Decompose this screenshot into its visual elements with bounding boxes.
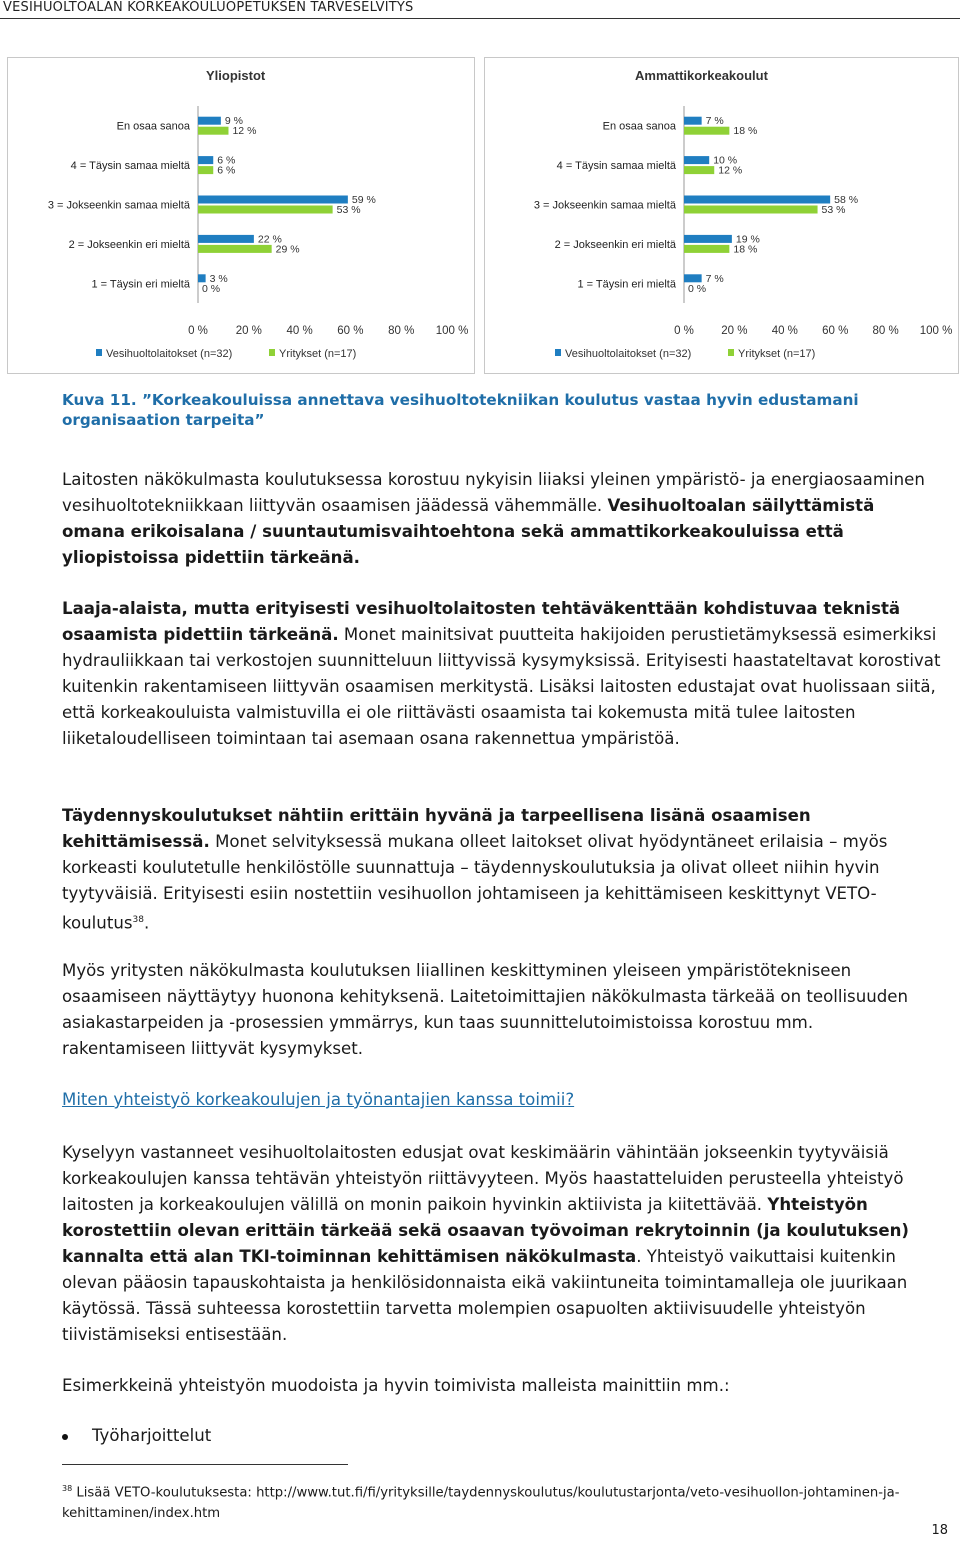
bar (198, 235, 254, 243)
paragraph-3-text: Monet selvityksessä mukana olleet laitokset olivat hyödyntäneet erilaisia – myös korkeasti koulutetulle henkilöstölle suunnattuja – täydennyskoulutuksia ja olivat olleet niihin hyvin tyytyväisiä. Erityisesti esiin nostettiin vesihuollon johtamiseen ja kehittämiseen keskittynyt VETO-koulutus (62, 832, 888, 933)
chart-title: Yliopistot (206, 68, 266, 83)
data-label: 12 % (232, 125, 257, 138)
legend-label: Yritykset (n=17) (279, 348, 357, 360)
data-label: 29 % (275, 243, 300, 256)
paragraph-1-text: Laitosten näkökulmasta koulutuksessa korostuu nykyisin liiaksi yleinen ympäristö- ja energiaosaaminen vesihuoltotekniikkaan liittyvän osaamisen jäädessä vähemmälle. (62, 470, 925, 515)
legend-label: Yritykset (n=17) (738, 348, 816, 360)
paragraph-4: Myös yritysten näkökulmasta koulutuksen liiallinen keskittyminen yleiseen ympäristötekniseen osaamiseen näyttäytyy huonona kehityksenä. Laitetoimittajien näkökulmasta tärkeää on teollisuuden asiakastarpeiden ja -prosessien ymmärrys, kun taas suunnittelutoimistoissa korostuu mm. rakentamiseen liittyvät kysymykset. (62, 961, 908, 1058)
legend-swatch (555, 349, 561, 356)
paragraph-5 (62, 1140, 942, 1348)
data-label: 9 % (224, 115, 243, 128)
category-label: 4 = Täysin samaa mieltä (70, 160, 190, 173)
page-number: 18 (931, 1523, 948, 1538)
bullet-dot-icon (62, 1434, 68, 1440)
legend-label: Vesihuoltolaitokset (n=32) (565, 348, 692, 360)
data-label: 10 % (713, 154, 738, 167)
section-heading[interactable] (62, 1087, 942, 1113)
bar (198, 206, 333, 214)
paragraph-1 (62, 467, 942, 571)
paragraph-2 (62, 596, 942, 752)
data-label: 59 % (351, 194, 376, 206)
bar (198, 166, 213, 174)
chart-yliopistot-svg (8, 58, 474, 373)
x-tick-label: 100 % (919, 325, 953, 337)
category-label: 3 = Jokseenkin samaa mieltä (533, 199, 676, 212)
bar (684, 245, 729, 253)
category-label: 1 = Täysin eri mieltä (577, 278, 676, 291)
x-tick-label: 80 % (388, 325, 415, 337)
paragraph-3-end: . (143, 913, 150, 933)
footnote (62, 1478, 932, 1524)
bullet-text: Työharjoittelut (92, 1426, 212, 1445)
data-label: 7 % (705, 272, 724, 285)
running-header: VESIHUOLTOALAN KORKEAKOULUOPETUKSEN TARVESELVITYS (3, 0, 414, 15)
footnote-ref[interactable]: 38 (132, 915, 144, 925)
footnote-divider (62, 1464, 348, 1465)
x-tick-label: 0 % (674, 325, 694, 337)
figure-caption: Kuva 11. ”Korkeakouluissa annettava vesihuoltotekniikan koulutus vastaa hyvin edustamani organisaation tarpeita” (62, 391, 859, 429)
x-tick-label: 60 % (337, 325, 364, 337)
data-label: 22 % (257, 233, 282, 246)
paragraph-2-bold: Laaja-alaista, mutta erityisesti vesihuoltolaitosten tehtäväkenttään kohdistuvaa teknistä osaamista pidettiin tärkeänä. (62, 599, 901, 644)
data-label: 6 % (217, 154, 236, 167)
paragraph-6: Esimerkkeinä yhteistyön muodoista ja hyvin toimivista malleista mainittiin mm.: (62, 1376, 730, 1395)
category-label: 3 = Jokseenkin samaa mieltä (47, 199, 190, 212)
data-label: 7 % (705, 115, 724, 128)
x-tick-label: 40 % (286, 325, 313, 337)
section-heading-link[interactable]: Miten yhteistyö korkeakoulujen ja työnantajien kanssa toimii? (62, 1090, 575, 1109)
bar (198, 156, 213, 164)
data-label: 18 % (733, 243, 758, 256)
category-label: En osaa sanoa (116, 120, 190, 133)
bar (684, 235, 732, 243)
legend-swatch (96, 349, 102, 356)
chart-title: Ammattikorkeakoulut (635, 68, 768, 83)
category-label: 4 = Täysin samaa mieltä (556, 160, 676, 173)
data-label: 53 % (821, 204, 846, 216)
data-label: 0 % (202, 282, 221, 295)
paragraph-5-bold: Yhteistyön korostettiin olevan erittäin tärkeää sekä osaavan työvoiman rekrytoinnin (ja koulutuksen) kannalta että alan TKI-toiminnan kehittämisen näkökulmasta (62, 1195, 910, 1266)
bar (198, 196, 348, 204)
data-label: 0 % (688, 282, 707, 295)
paragraph-1-bold: Vesihuoltoalan säilyttämistä omana erikoisalana / suuntautumisvaihtoehtona sekä ammattikorkeakouluissa että yliopistoissa pidettiin tärkeänä. (62, 496, 875, 567)
paragraph-5-text: Kyselyyn vastanneet vesihuoltolaitosten edusjat ovat keskimäärin vähintään jokseenkin tyytyväisiä korkeakoulujen kanssa tehtävän yhteistyön riittävyyteen. Myös haastatteluiden perusteella yhteistyö laitosten ja korkeakoulujen välillä on monin paikoin hyvinkin aktiivista ja kiitettävää. (62, 1143, 904, 1214)
category-label: En osaa sanoa (602, 120, 676, 133)
legend-label: Vesihuoltolaitokset (n=32) (106, 348, 233, 360)
bar (684, 196, 830, 204)
paragraph-2-text: Monet mainitsivat puutteita hakijoiden perustietämyksessä esimerkiksi hydrauliikkaan tai verkostojen suunnitteluun liittyvissä kysymyksissä. Erityisesti haastateltavat korostivat kuitenkin rakentamiseen liittyvän osaamisen merkitystä. Lisäksi laitosten edustajat ovat huolissaan siitä, että korkeakouluista valmistuvilla ei ole riittävästi osaamista tai kokemusta mitä tulee laitosten liiketaloudelliseen toimintaan tai asemaan osana rakennettua ympäristöä. (62, 625, 941, 748)
data-label: 53 % (336, 204, 361, 216)
data-label: 58 % (834, 194, 859, 206)
bar (198, 117, 221, 125)
bar (198, 127, 228, 135)
data-label: 12 % (718, 164, 743, 177)
x-tick-label: 20 % (235, 325, 262, 337)
data-label: 3 % (209, 272, 228, 285)
category-label: 2 = Jokseenkin eri mieltä (68, 238, 190, 251)
bar (684, 156, 709, 164)
x-tick-label: 40 % (771, 325, 798, 337)
chart-yliopistot (7, 57, 475, 374)
x-tick-label: 100 % (435, 325, 469, 337)
legend-swatch (728, 349, 734, 356)
paragraph-3 (62, 803, 942, 937)
category-label: 1 = Täysin eri mieltä (91, 278, 190, 291)
bar (198, 245, 272, 253)
category-label: 2 = Jokseenkin eri mieltä (554, 238, 676, 251)
bar (198, 274, 206, 282)
x-tick-label: 60 % (822, 325, 849, 337)
bar (684, 117, 702, 125)
bar (684, 206, 818, 214)
chart-ammattikorkeakoulut-svg (485, 58, 958, 373)
bar (684, 166, 714, 174)
bullet-item (62, 1426, 211, 1445)
legend-swatch (269, 349, 275, 356)
paragraph-5-end: . Yhteistyö vaikuttaisi kuitenkin olevan pääosin tapauskohtaista ja henkilösidonnaista eikä vakiintuneita toimintamalleja ole juurikaan käytössä. Tässä suhteessa korostettiin tarvetta molempien osapuolten aktiivisuudelle yhteistyön tiivistämiseksi entisestään. (62, 1247, 908, 1344)
header-divider (0, 18, 960, 19)
footnote-number: 38 (62, 1484, 73, 1493)
chart-ammattikorkeakoulut (484, 57, 959, 374)
data-label: 19 % (735, 233, 760, 246)
bar (684, 127, 729, 135)
paragraph-3-bold: Täydennyskoulutukset nähtiin erittäin hyvänä ja tarpeellisena lisänä osaamisen kehittämisessä. (62, 806, 811, 851)
data-label: 6 % (217, 164, 236, 177)
data-label: 18 % (733, 125, 758, 138)
footnote-text: Lisää VETO-koulutuksesta: http://www.tut.fi/fi/yrityksille/taydennyskoulutus/koulutustarjonta/veto-vesihuollon-johtaminen-ja-kehittaminen/index.htm (62, 1485, 900, 1522)
x-tick-label: 20 % (721, 325, 748, 337)
x-tick-label: 0 % (188, 325, 208, 337)
bar (684, 274, 702, 282)
x-tick-label: 80 % (872, 325, 899, 337)
